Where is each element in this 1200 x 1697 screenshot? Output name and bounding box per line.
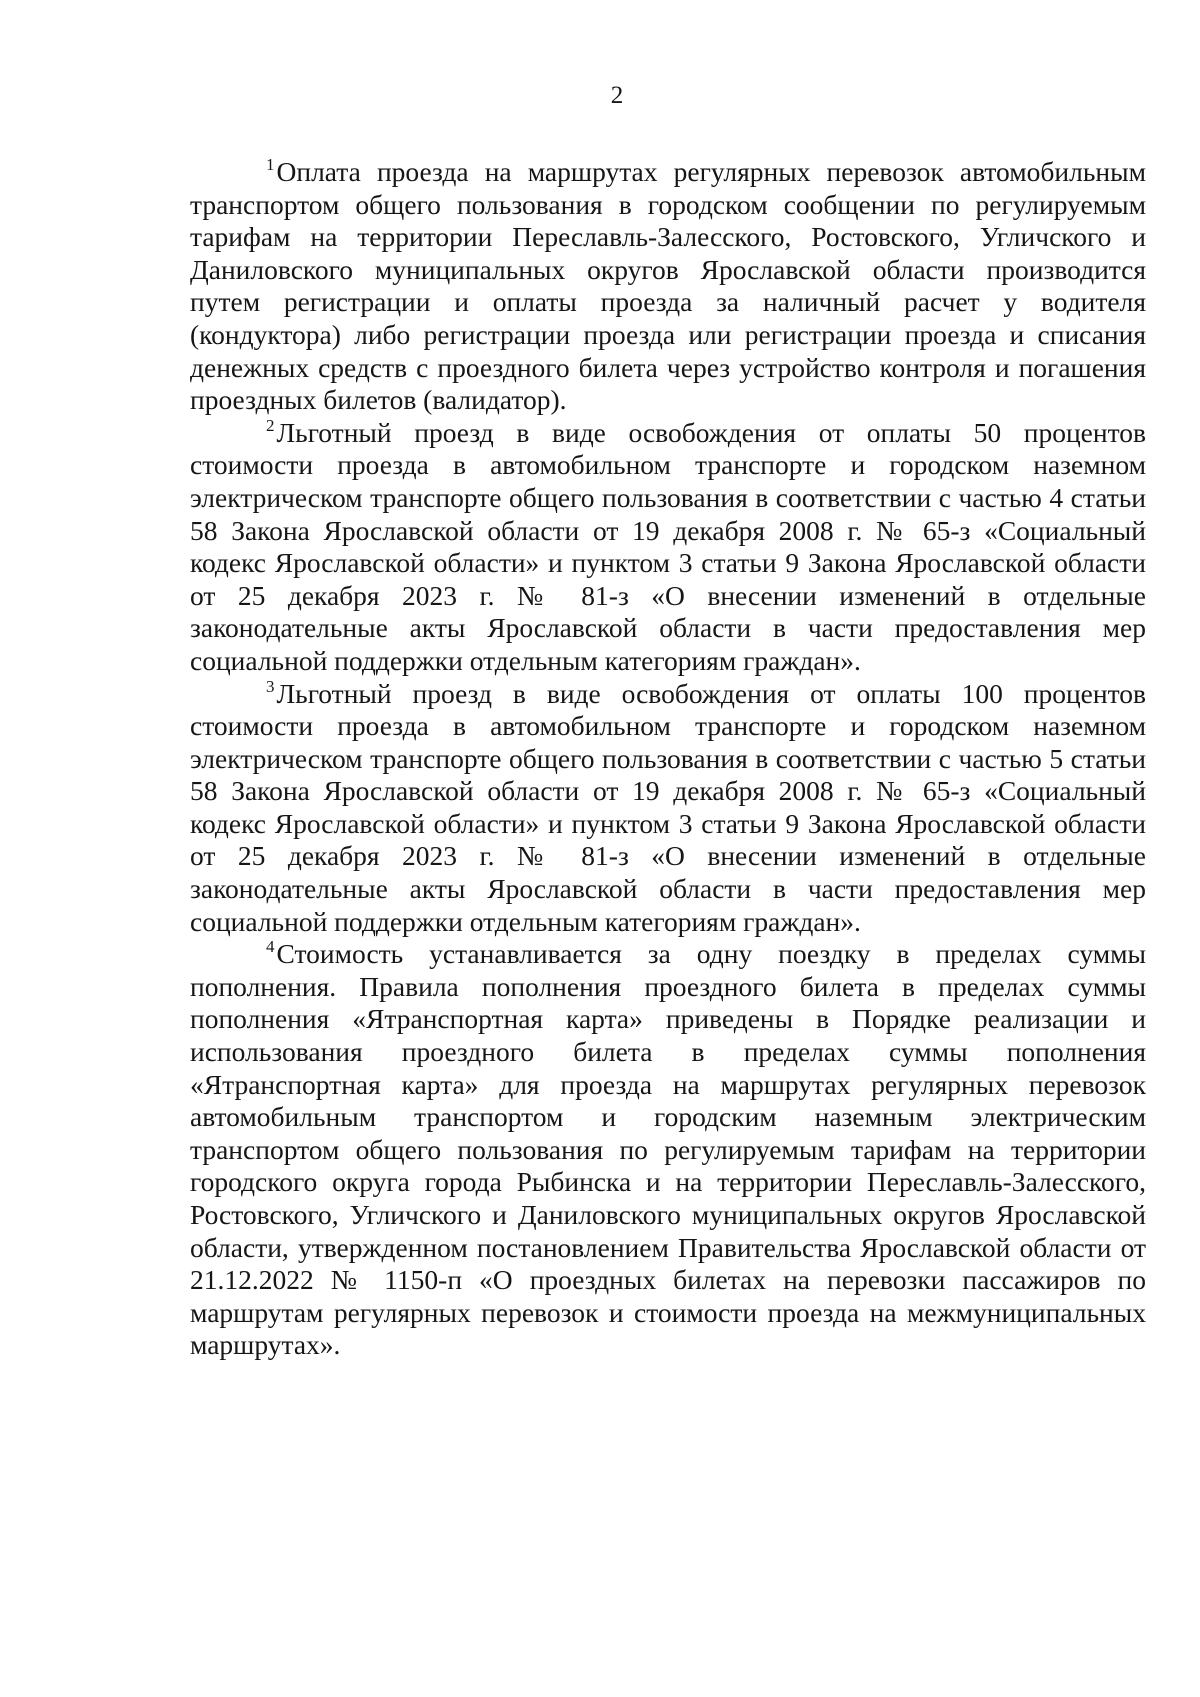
footnote-marker-3: 3 xyxy=(266,676,275,696)
footnote-marker-4: 4 xyxy=(266,937,275,957)
footnote-text-1: Оплата проезда на маршрутах регулярных перевозок автомобильным транспортом общего пользования в городском сообщении по регулируемым тарифам на территории Переславль-Залесского, Ростовского, Угличского и Даниловского муниципальных округов Ярославской области производится путем регистрации и оплаты проезда за наличный расчет у водителя (кондуктора) либо регистрации проезда или регистрации проезда и списания денежных средств с проездного билета через устройство контроля и погашения проездных билетов (валидатор). xyxy=(190,156,1146,416)
footnote-text-4: Стоимость устанавливается за одну поездку в пределах суммы пополнения. Правила пополнения проездного билета в пределах суммы пополнения «Ятранспортная карта» приведены в Порядке реализации и использования проездного билета в пределах суммы пополнения «Ятранспортная карта» для проезда на маршрутах регулярных перевозок автомобильным транспортом и городским наземным электрическим транспортом общего пользования по регулируемым тарифам на территории городского округа города Рыбинска и на территории Переславль-Залесского, Ростовского, Угличского и Даниловского муниципальных округов Ярославской области, утвержденном постановлением Правительства Ярославской области от 21.12.2022 № 1150-п «О проездных билетах на перевозки пассажиров по маршрутам регулярных перевозок и стоимости проезда на межмуниципальных маршрутах». xyxy=(190,938,1146,1361)
footnote-text-2: Льготный проезд в виде освобождения от оплаты 50 процентов стоимости проезда в автомобильном транспорте и городском наземном электрическом транспорте общего пользования в соответствии с частью 4 статьи 58 Закона Ярославской области от 19 декабря 2008 г. № 65-з «Социальный кодекс Ярославской области» и пунктом 3 статьи 9 Закона Ярославской области от 25 декабря 2023 г. № 81-з «О внесении изменений в отдельные законодательные акты Ярославской области в части предоставления мер социальной поддержки отдельным категориям граждан». xyxy=(190,416,1146,676)
footnote-2 xyxy=(190,417,1146,678)
footnote-4 xyxy=(190,938,1146,1362)
footnote-marker-2: 2 xyxy=(266,415,275,435)
footnote-1 xyxy=(190,156,1146,417)
footnotes-section xyxy=(190,156,1146,1362)
footnote-text-3: Льготный проезд в виде освобождения от оплаты 100 процентов стоимости проезда в автомобильном транспорте и городском наземном электрическом транспорте общего пользования в соответствии с частью 5 статьи 58 Закона Ярославской области от 19 декабря 2008 г. № 65-з «Социальный кодекс Ярославской области» и пунктом 3 статьи 9 Закона Ярославской области от 25 декабря 2023 г. № 81-з «О внесении изменений в отдельные законодательные акты Ярославской области в части предоставления мер социальной поддержки отдельным категориям граждан». xyxy=(190,677,1146,937)
footnote-3 xyxy=(190,678,1146,939)
footnote-marker-1: 1 xyxy=(266,155,275,174)
page-number: 2 xyxy=(610,82,624,109)
